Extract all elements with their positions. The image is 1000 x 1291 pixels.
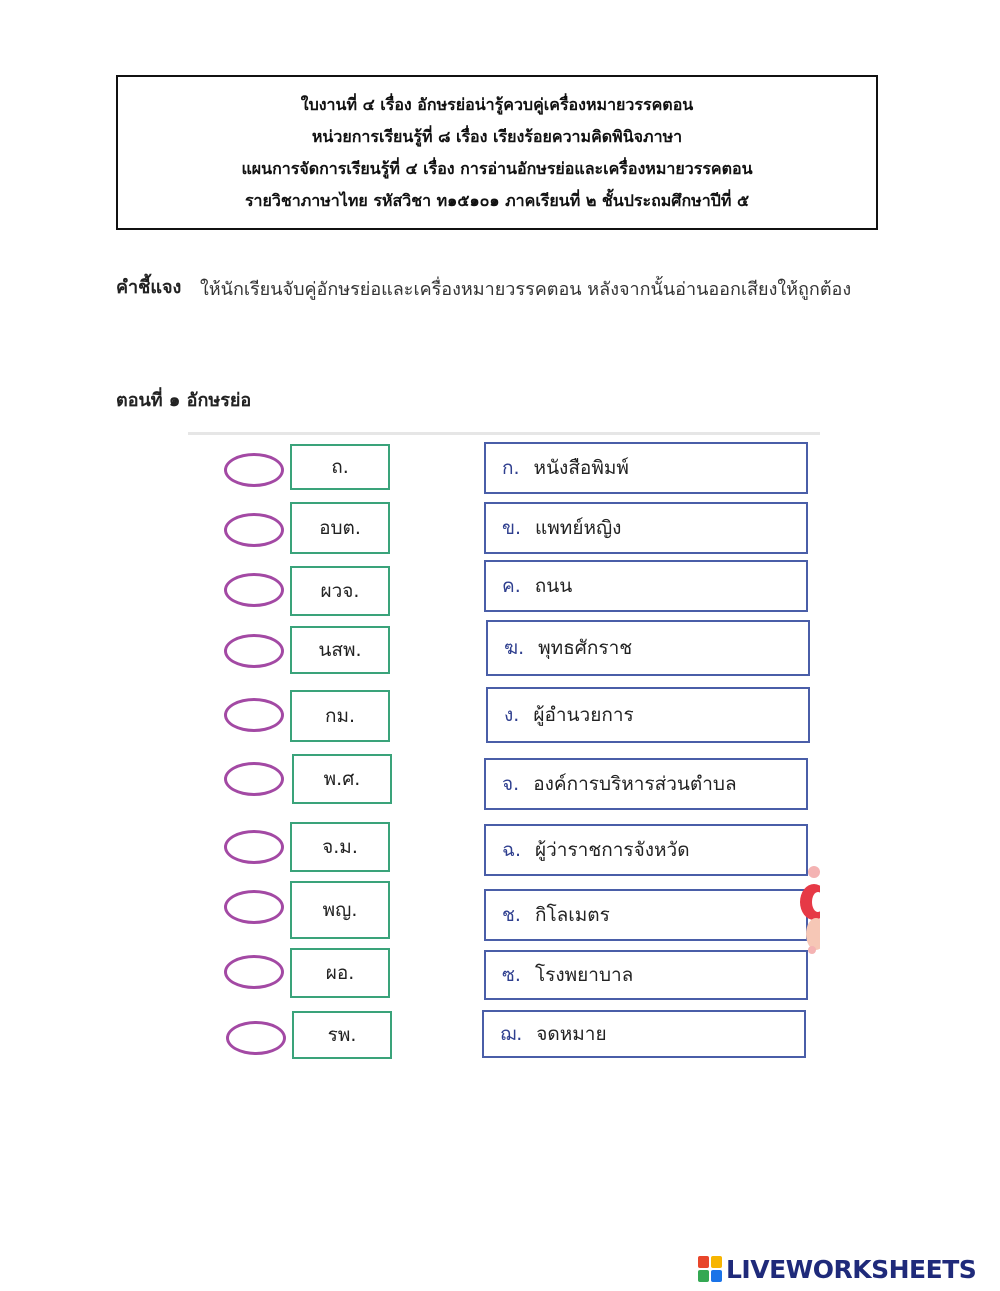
answer-oval-7[interactable] (224, 830, 284, 864)
meaning-box-3 (484, 560, 808, 612)
answer-oval-3[interactable] (224, 573, 284, 607)
header-line-subject: รายวิชาภาษาไทย รหัสวิชา ท๑๕๑๐๑ ภาคเรียนที่ ๒ ชั้นประถมศึกษาปีที่ ๕ (244, 191, 750, 210)
abbreviation-box-3: ผวจ. (290, 566, 390, 616)
abbreviation-box-9: ผอ. (290, 948, 390, 998)
meaning-text-8: กิโลเมตร (534, 904, 610, 926)
meaning-letter-5: ง. (504, 704, 520, 726)
answer-oval-2[interactable] (224, 513, 284, 547)
meaning-box-8 (484, 889, 808, 941)
abbreviation-box-5: กม. (290, 690, 390, 742)
header-line-title: ใบงานที่ ๔ เรื่อง อักษรย่อน่ารู้ควบคู่เครื่องหมายวรรคตอน (300, 95, 694, 114)
meaning-letter-7: ฉ. (502, 839, 521, 861)
meaning-letter-9: ซ. (502, 964, 521, 986)
meaning-letter-3: ค. (502, 575, 521, 597)
meaning-box-6 (484, 758, 808, 810)
meaning-box-1 (484, 442, 808, 494)
abbreviation-box-8: พญ. (290, 881, 390, 939)
meaning-text-6: องค์การบริหารส่วนตำบล (533, 773, 737, 795)
meaning-box-2 (484, 502, 808, 554)
meaning-text-7: ผู้ว่าราชการจังหวัด (534, 839, 690, 861)
abbreviation-box-2: อบต. (290, 502, 390, 554)
header-line-plan: แผนการจัดการเรียนรู้ที่ ๔ เรื่อง การอ่านอักษรย่อและเครื่องหมายวรรคตอน (241, 159, 753, 178)
answer-oval-5[interactable] (224, 698, 284, 732)
meaning-box-9 (484, 950, 808, 1000)
liveworksheets-wordmark: LIVEWORKSHEETS (726, 1254, 977, 1284)
meaning-text-3: ถนน (534, 575, 573, 597)
exercise-top-border (188, 432, 820, 435)
instructions-label: คำชี้แจง (116, 277, 182, 298)
abbreviation-box-6: พ.ศ. (292, 754, 392, 804)
answer-oval-1[interactable] (224, 453, 284, 487)
answer-oval-10[interactable] (226, 1021, 286, 1055)
decorative-illustration (794, 862, 820, 958)
meaning-letter-10: ฌ. (500, 1023, 523, 1045)
meaning-letter-1: ก. (502, 457, 520, 479)
answer-oval-9[interactable] (224, 955, 284, 989)
meaning-box-7 (484, 824, 808, 876)
meaning-box-10 (482, 1010, 806, 1058)
meaning-letter-6: จ. (502, 773, 520, 795)
meaning-text-10: จดหมาย (536, 1023, 607, 1045)
meaning-text-9: โรงพยาบาล (534, 964, 634, 986)
meaning-letter-2: ข. (502, 517, 522, 539)
header-line-unit: หน่วยการเรียนรู้ที่ ๘ เรื่อง เรียงร้อยความคิดพินิจภาษา (311, 127, 683, 146)
answer-oval-6[interactable] (224, 762, 284, 796)
abbreviation-box-10: รพ. (292, 1011, 392, 1059)
meaning-text-1: หนังสือพิมพ์ (533, 457, 629, 479)
meaning-box-4 (486, 620, 810, 676)
part-title: ตอนที่ ๑ อักษรย่อ (116, 390, 252, 411)
matching-exercise (188, 432, 820, 1062)
answer-oval-4[interactable] (224, 634, 284, 668)
abbreviation-box-4: นสพ. (290, 626, 390, 674)
meaning-box-5 (486, 687, 810, 743)
meaning-letter-4: ฆ. (504, 637, 525, 659)
meaning-text-4: พุทธศักราช (538, 637, 633, 659)
meaning-text-5: ผู้อำนวยการ (533, 704, 634, 726)
liveworksheets-mark-icon (698, 1256, 722, 1282)
liveworksheets-logo (698, 1252, 976, 1286)
worksheet-header (116, 75, 878, 230)
abbreviation-box-7: จ.ม. (290, 822, 390, 872)
instructions-text: ให้นักเรียนจับคู่อักษรย่อและเครื่องหมายวรรคตอน หลังจากนั้นอ่านออกเสียงให้ถูกต้อง (200, 279, 852, 300)
meaning-text-2: แพทย์หญิง (535, 517, 622, 539)
meaning-letter-8: ช. (502, 904, 521, 926)
abbreviation-box-1: ถ. (290, 444, 390, 490)
answer-oval-8[interactable] (224, 890, 284, 924)
